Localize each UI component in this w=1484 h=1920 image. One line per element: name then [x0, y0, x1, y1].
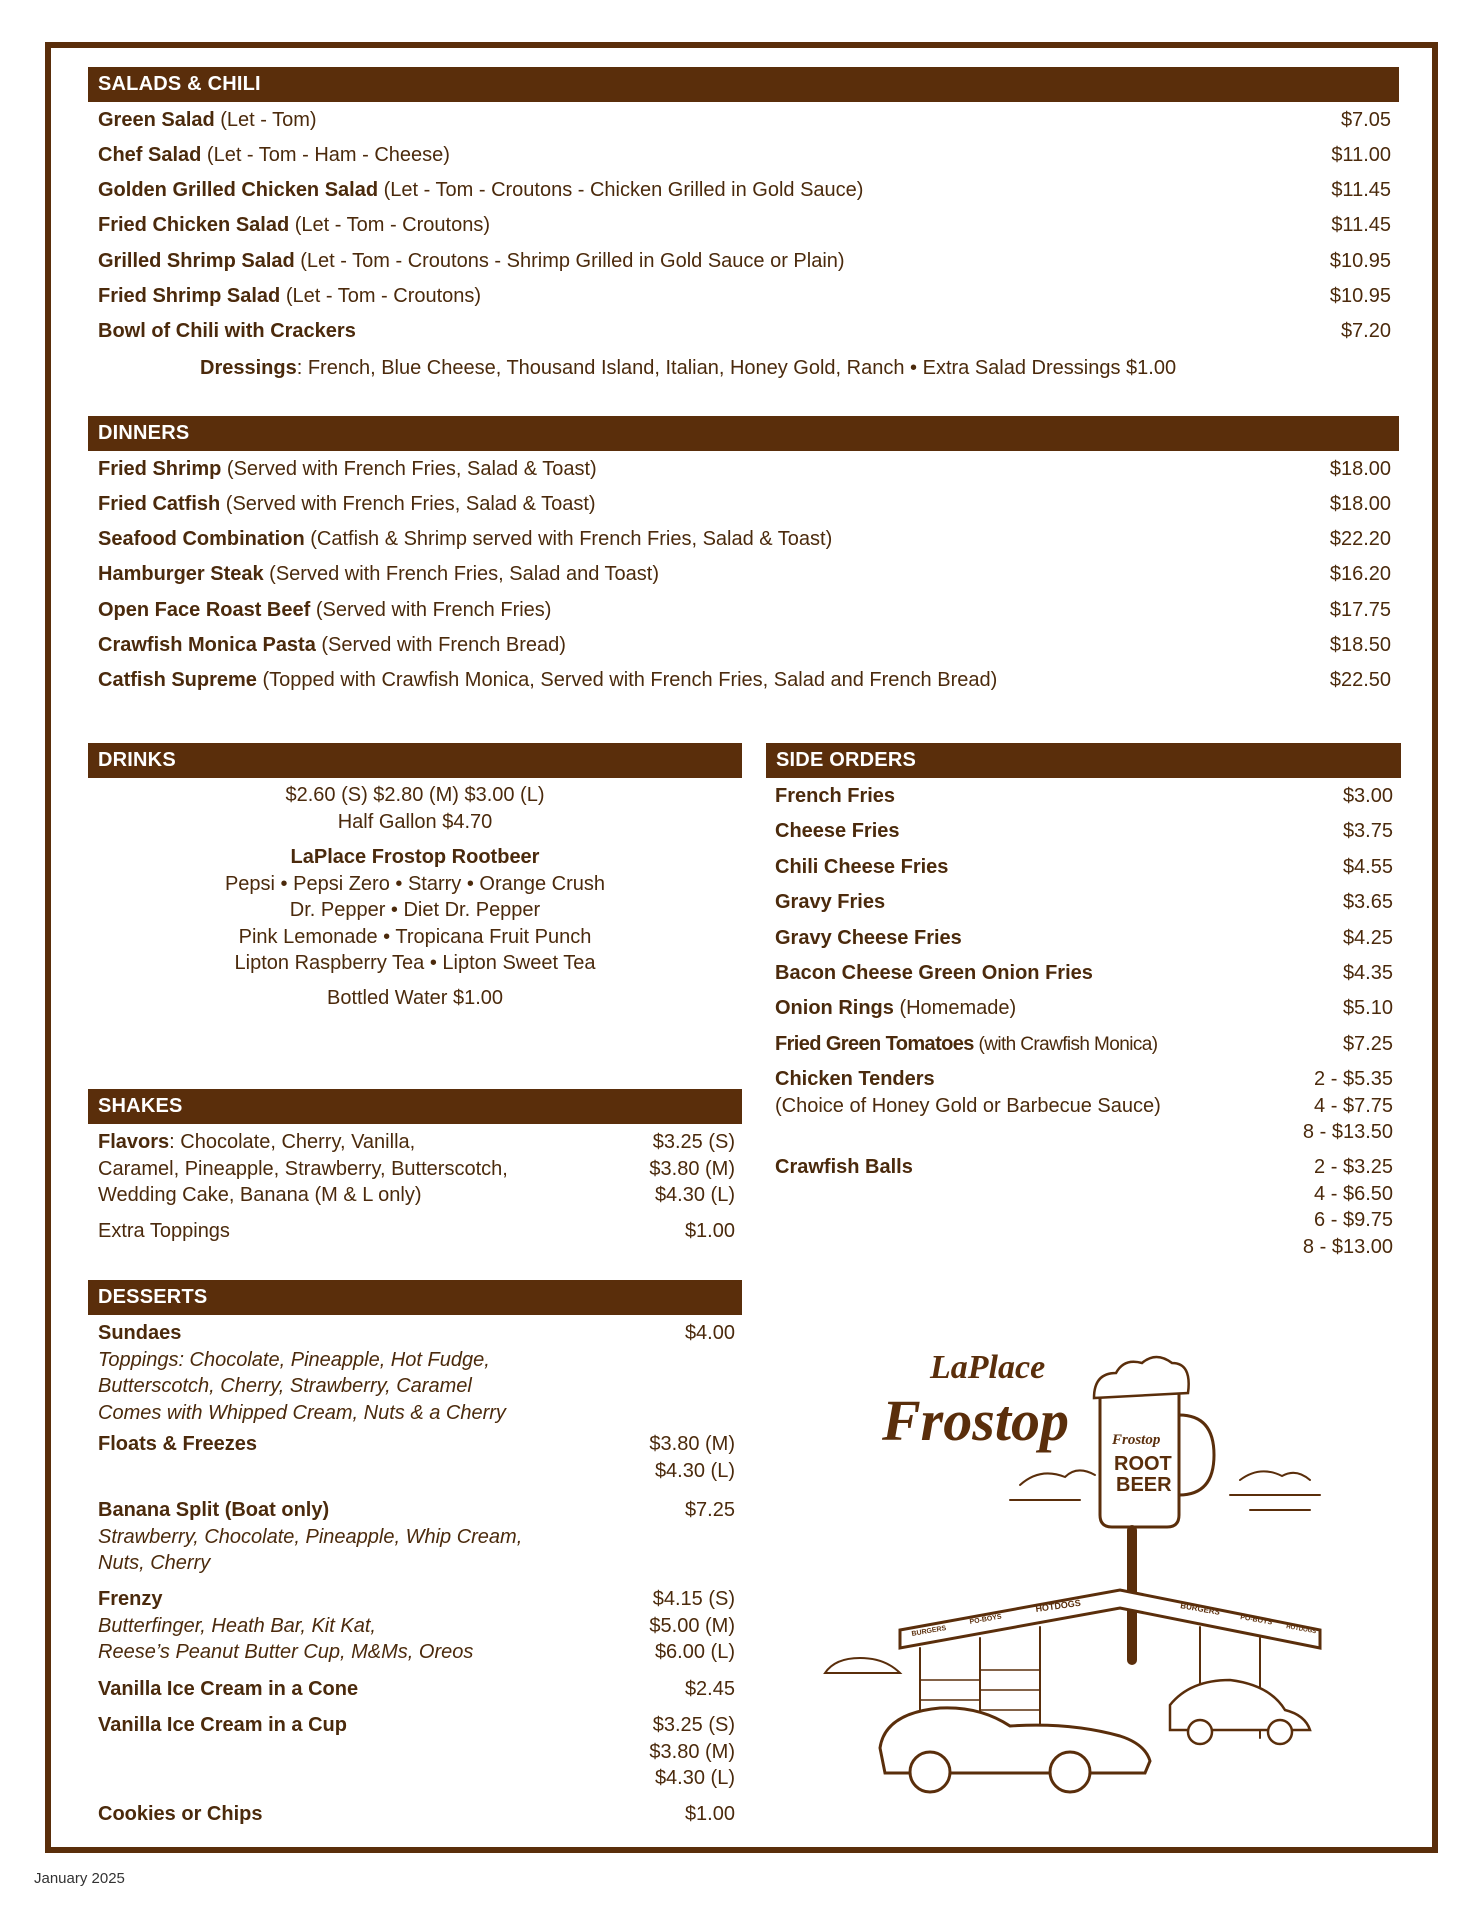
item-desc: Reese’s Peanut Butter Cup, M&Ms, Oreos	[98, 1641, 474, 1663]
item-desc: Strawberry, Chocolate, Pineapple, Whip Cream,	[98, 1525, 523, 1548]
item-price: $4.35	[1342, 962, 1393, 984]
salad-item	[98, 142, 1391, 168]
item-name: Hamburger Steak	[98, 563, 264, 585]
salad-item	[98, 248, 1391, 274]
item-price: $11.45	[1331, 214, 1391, 236]
salad-item	[98, 283, 1391, 309]
mug-root: ROOT	[1114, 1453, 1172, 1475]
item-price: $7.25	[684, 1499, 735, 1521]
item-desc: Butterscotch, Cherry, Strawberry, Caramel	[98, 1375, 472, 1397]
desserts-header: DESSERTS	[88, 1280, 742, 1315]
roof-sign: HOTDOGS	[1034, 1597, 1082, 1614]
item-price: $4.55	[1342, 856, 1393, 878]
item-desc: (Served with French Fries, Salad and Toast)	[263, 563, 659, 585]
item-desc: Comes with Whipped Cream, Nuts & a Cherry	[98, 1401, 506, 1424]
extra-toppings: Extra Toppings	[98, 1219, 230, 1242]
item-name: Crawfish Monica Pasta	[98, 634, 316, 656]
item-price: $4.25	[1342, 927, 1393, 949]
dressings-text: : French, Blue Cheese, Thousand Island, Italian, Honey Gold, Ranch • Extra Salad Dressings $1.00	[296, 357, 1177, 379]
item-name: Vanilla Ice Cream in a Cup	[98, 1714, 347, 1736]
cloud-icon	[1240, 1471, 1310, 1480]
drinks-line: Pink Lemonade • Tropicana Fruit Punch	[238, 925, 592, 948]
item-desc: (Let - Tom - Croutons - Shrimp Grilled in Gold Sauce or Plain)	[294, 250, 845, 272]
item-name: Golden Grilled Chicken Salad	[98, 179, 379, 201]
item-price: $10.95	[1329, 250, 1391, 272]
item-name: Chili Cheese Fries	[775, 856, 949, 878]
item-desc: (Let - Tom - Croutons)	[280, 285, 482, 307]
item-price: $4.30 (L)	[654, 1184, 735, 1206]
item-name: Floats & Freezes	[98, 1433, 257, 1455]
item-price: $22.20	[1329, 528, 1391, 550]
side-item	[775, 995, 1393, 1021]
flavors-text: Caramel, Pineapple, Strawberry, Butterscotch,	[98, 1157, 508, 1180]
item-desc: (Choice of Honey Gold or Barbecue Sauce)	[775, 1094, 1161, 1117]
item-price: $6.00 (L)	[654, 1641, 735, 1663]
shakes-header: SHAKES	[88, 1089, 742, 1124]
drinks-header: DRINKS	[88, 743, 742, 778]
item-name: Fried Shrimp Salad	[98, 285, 281, 307]
frenzy-item	[98, 1586, 598, 1666]
item-name: Gravy Cheese Fries	[775, 927, 962, 949]
item-name: Fried Chicken Salad	[98, 214, 290, 236]
drink-sizes: $2.60 (S) $2.80 (M) $3.00 (L)	[285, 784, 545, 806]
tenders-prices	[1230, 1066, 1393, 1146]
item-name: Seafood Combination	[98, 528, 305, 550]
item-price: $5.10	[1342, 997, 1393, 1019]
dinner-item	[98, 526, 1391, 552]
cup-prices	[600, 1712, 735, 1792]
item-desc: (Catfish & Shrimp served with French Fries, Salad & Toast)	[304, 528, 833, 550]
item-name: Fried Green Tomatoes	[775, 1033, 974, 1055]
dinner-item	[98, 667, 1391, 693]
side-item	[775, 1031, 1393, 1057]
item-price: $10.95	[1329, 285, 1391, 307]
cone-item	[98, 1676, 358, 1703]
item-price: $3.25 (S)	[652, 1714, 735, 1736]
dinner-item	[98, 456, 1391, 482]
item-name: Gravy Fries	[775, 891, 886, 913]
item-name: Onion Rings	[775, 997, 894, 1019]
drinks-line: Dr. Pepper • Diet Dr. Pepper	[289, 899, 541, 921]
footer-date: January 2025	[34, 1870, 125, 1887]
item-price: $3.80 (M)	[649, 1157, 735, 1180]
cloud-icon	[1020, 1470, 1095, 1485]
roof-sign: BURGERS	[911, 1624, 947, 1638]
item-name: Chef Salad	[98, 144, 202, 166]
frostop-logo	[820, 1340, 1340, 1810]
item-name: Catfish Supreme	[98, 669, 257, 691]
item-price: 4 - $6.50	[1314, 1182, 1393, 1205]
tenders-item	[775, 1066, 1161, 1119]
item-name: Crawfish Balls	[775, 1156, 913, 1178]
cup-item	[98, 1712, 347, 1739]
item-price: $17.75	[1329, 599, 1391, 621]
item-price: $3.00	[1342, 785, 1393, 807]
mug-handle	[1179, 1415, 1214, 1495]
wheel-icon	[910, 1752, 950, 1792]
item-price: $3.75	[1342, 820, 1393, 842]
item-name: Cookies or Chips	[98, 1803, 263, 1825]
item-desc: (Served with French Fries, Salad & Toast)	[221, 458, 597, 480]
dressings-line	[200, 355, 1176, 381]
flavors-text: Wedding Cake, Banana (M & L only)	[98, 1184, 422, 1206]
side-item	[775, 889, 1393, 915]
item-price: $7.25	[1342, 1033, 1393, 1055]
item-name: Chicken Tenders	[775, 1068, 935, 1090]
floats-item	[98, 1431, 257, 1458]
crawfish-prices	[1230, 1154, 1393, 1260]
salad-item	[98, 177, 1391, 203]
classic-car-icon	[825, 1658, 900, 1673]
roof-sign: PO-BOYS	[1239, 1614, 1273, 1627]
item-price: 6 - $9.75	[1314, 1209, 1393, 1231]
salad-item	[98, 107, 1391, 133]
item-name: Vanilla Ice Cream in a Cone	[98, 1678, 359, 1700]
item-desc: (Topped with Crawfish Monica, Served with French Fries, Salad and French Bread)	[256, 669, 998, 691]
item-name: French Fries	[775, 785, 896, 807]
logo-frostop: Frostop	[882, 1388, 1069, 1453]
side-item	[775, 925, 1393, 951]
item-name: Grilled Shrimp Salad	[98, 250, 295, 272]
roof-sign: BURGERS	[1179, 1601, 1221, 1617]
side-item	[775, 960, 1393, 986]
item-price: 2 - $3.25	[1314, 1156, 1393, 1178]
item-price: $1.00	[684, 1219, 735, 1242]
item-name: Cheese Fries	[775, 820, 900, 842]
drinks-block	[88, 782, 742, 1011]
item-price: $3.80 (M)	[649, 1740, 735, 1763]
item-desc: (Homemade)	[893, 997, 1017, 1019]
item-price: $4.30 (L)	[654, 1459, 735, 1482]
floats-prices	[600, 1431, 735, 1484]
item-desc: (Served with French Fries)	[310, 599, 552, 621]
item-name: Bacon Cheese Green Onion Fries	[775, 962, 1093, 984]
item-price: $18.50	[1329, 634, 1391, 656]
item-desc: (Let - Tom)	[214, 109, 317, 131]
flavors-label: Flavors	[98, 1131, 170, 1153]
mug-beer: BEER	[1116, 1474, 1172, 1496]
item-price: 4 - $7.75	[1314, 1094, 1393, 1117]
item-name: Green Salad	[98, 109, 215, 131]
item-name: Fried Shrimp	[98, 458, 222, 480]
item-name: Bowl of Chili with Crackers	[98, 320, 356, 342]
roof-sign: HOTDOGS	[1285, 1624, 1317, 1636]
item-price: $11.45	[1331, 179, 1391, 201]
item-price: $2.45	[684, 1678, 735, 1700]
item-desc: Nuts, Cherry	[98, 1552, 211, 1574]
item-desc: Toppings: Chocolate, Pineapple, Hot Fudge,	[98, 1348, 490, 1371]
dinner-item	[98, 561, 1391, 587]
shake-prices	[600, 1129, 735, 1244]
item-price: $4.30 (L)	[654, 1767, 735, 1789]
foam-icon	[1094, 1357, 1189, 1398]
rootbeer-title: LaPlace Frostop Rootbeer	[290, 846, 540, 868]
item-price: $3.65	[1342, 891, 1393, 913]
item-price: $3.25 (S)	[652, 1131, 735, 1153]
dinners-header: DINNERS	[88, 416, 1399, 451]
dressings-label: Dressings	[200, 357, 297, 379]
side-item	[775, 818, 1393, 844]
item-desc: (Let - Tom - Croutons - Chicken Grilled in Gold Sauce)	[378, 179, 864, 201]
salad-item	[98, 318, 1391, 344]
item-price: $3.80 (M)	[649, 1433, 735, 1455]
salads-header: SALADS & CHILI	[88, 67, 1399, 102]
item-price: $1.00	[684, 1803, 735, 1825]
salad-item	[98, 212, 1391, 238]
item-price: $7.20	[1340, 320, 1391, 342]
side-item	[775, 854, 1393, 880]
item-desc: (Let - Tom - Croutons)	[289, 214, 490, 236]
wheel-icon	[1268, 1720, 1292, 1744]
item-price: 2 - $5.35	[1314, 1068, 1393, 1090]
item-name: Open Face Roast Beef	[98, 599, 311, 621]
item-price: $4.15 (S)	[652, 1588, 735, 1610]
sides-header: SIDE ORDERS	[766, 743, 1401, 778]
item-price: $22.50	[1329, 669, 1391, 691]
item-name: Banana Split (Boat only)	[98, 1499, 330, 1521]
bottled-water: Bottled Water $1.00	[326, 986, 504, 1009]
dinner-item	[98, 597, 1391, 623]
dinner-item	[98, 632, 1391, 658]
wheel-icon	[1050, 1752, 1090, 1792]
crawfish-item	[775, 1154, 913, 1181]
banana-split-item	[98, 1497, 598, 1577]
sundaes-item	[98, 1320, 598, 1426]
item-desc: (Let - Tom - Ham - Cheese)	[201, 144, 450, 166]
item-price: $16.20	[1329, 563, 1391, 585]
half-gallon: Half Gallon $4.70	[337, 810, 493, 833]
cookies-item	[98, 1801, 262, 1828]
item-price: $18.00	[1329, 493, 1391, 515]
item-price: $5.00 (M)	[649, 1614, 735, 1637]
shake-flavors	[98, 1129, 558, 1244]
item-desc: Butterfinger, Heath Bar, Kit Kat,	[98, 1614, 376, 1637]
item-price: $7.05	[1340, 109, 1391, 131]
roof-sign: PO-BOYS	[969, 1613, 1003, 1626]
item-price: $11.00	[1331, 144, 1391, 166]
drinks-line: Pepsi • Pepsi Zero • Starry • Orange Crush	[224, 872, 606, 895]
item-name: Frenzy	[98, 1588, 163, 1610]
mug-brand: Frostop	[1112, 1432, 1161, 1448]
flavors-text: : Chocolate, Cherry, Vanilla,	[169, 1131, 416, 1153]
item-price: $18.00	[1329, 458, 1391, 480]
logo-laplace: LaPlace	[930, 1349, 1046, 1386]
frenzy-prices	[600, 1586, 735, 1666]
item-price: 8 - $13.00	[1302, 1235, 1393, 1258]
item-desc: (with Crawfish Monica)	[973, 1034, 1158, 1055]
item-name: Fried Catfish	[98, 493, 221, 515]
item-desc: (Served with French Bread)	[315, 634, 566, 656]
item-price: $4.00	[684, 1322, 735, 1344]
drinks-line: Lipton Raspberry Tea • Lipton Sweet Tea	[234, 952, 596, 974]
item-price: 8 - $13.50	[1302, 1121, 1393, 1143]
dinner-item	[98, 491, 1391, 517]
item-desc: (Served with French Fries, Salad & Toast)	[220, 493, 596, 515]
wheel-icon	[1188, 1720, 1212, 1744]
side-item	[775, 783, 1393, 809]
item-name: Sundaes	[98, 1322, 182, 1344]
